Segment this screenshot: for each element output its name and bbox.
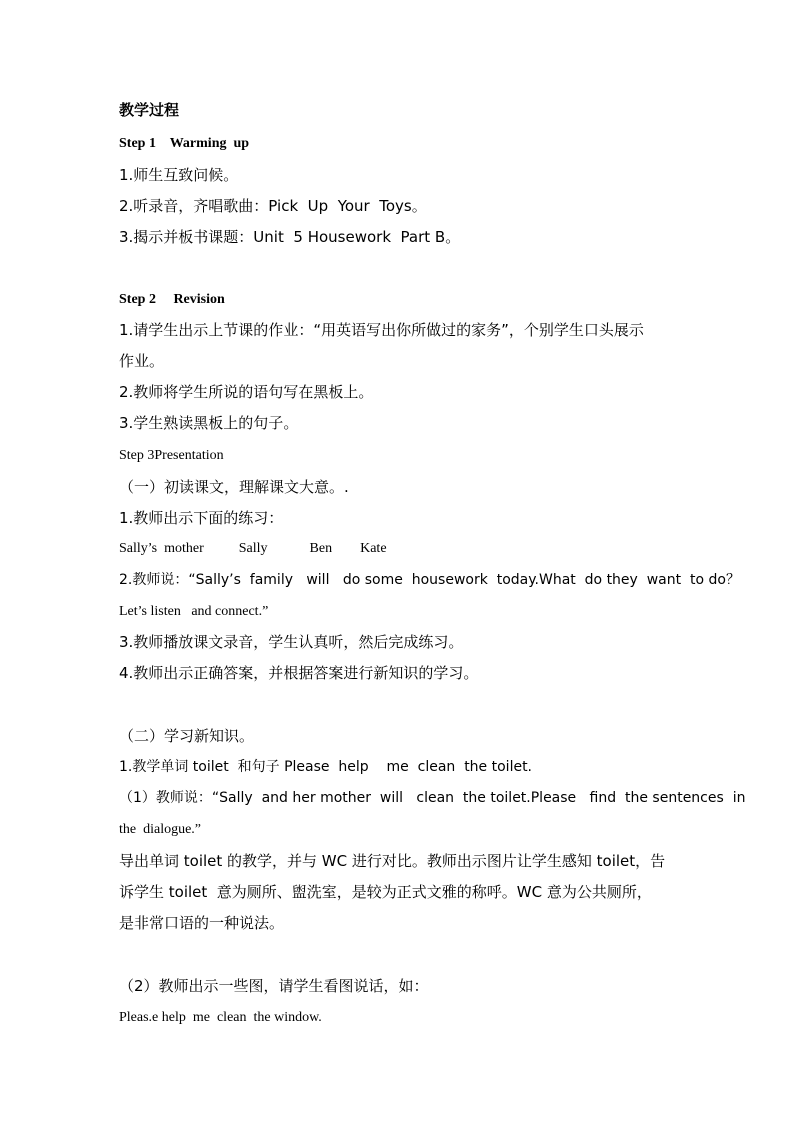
step3-item-2: 2.教师说：“Sally’s family will do some housework today.What do they want to do？ [119, 572, 740, 588]
step3-item-2-cont: Let’s listen and connect.” [119, 604, 269, 619]
step2-item-1: 1.请学生出示上节课的作业：“用英语写出你所做过的家务”，个别学生口头展示 [119, 321, 644, 339]
step2-heading: Step 2 Revision [119, 292, 225, 307]
step2-item-3: 3.学生熟读黑板上的句子。 [119, 414, 299, 432]
part2-para-line-3: 是非常口语的一种说法。 [119, 914, 285, 932]
step3-characters-row: Sally’s mother Sally Ben Kate [119, 541, 387, 556]
page-title: 教学过程 [119, 101, 180, 119]
step1-heading: Step 1 Warming up [119, 136, 250, 151]
part2-item-1-1: （1）教师说：“Sally and her mother will clean the toilet.Please find the sentences in [119, 790, 746, 806]
part2-para-line-2: 诉学生 toilet 意为厕所、盥洗室，是较为正式文雅的称呼。WC 意为公共厕所， [119, 883, 652, 901]
step3-item-4: 4.教师出示正确答案，并根据答案进行新知识的学习。 [119, 664, 479, 682]
part2-example: Pleas.e help me clean the window. [119, 1010, 322, 1025]
step2-item-2: 2.教师将学生所说的语句写在黑板上。 [119, 383, 374, 401]
step1-item-2: 2.听录音，齐唱歌曲：Pick Up Your Toys。 [119, 197, 427, 215]
step3-part2-title: （二）学习新知识。 [119, 727, 255, 745]
step3-part1-title: （一）初读课文，理解课文大意。. [119, 478, 349, 496]
part2-item-1: 1.教学单词 toilet 和句子 Please help me clean the toilet. [119, 759, 533, 775]
part2-item-1-1-cont: the dialogue.” [119, 822, 202, 837]
step3-item-1: 1.教师出示下面的练习： [119, 509, 284, 527]
step1-item-1: 1.师生互致问候。 [119, 166, 239, 184]
step3-item-3: 3.教师播放课文录音，学生认真听，然后完成练习。 [119, 633, 464, 651]
step2-item-1-cont: 作业。 [119, 352, 165, 370]
part2-item-2: （2）教师出示一些图，请学生看图说话，如： [119, 977, 429, 995]
step1-item-3: 3.揭示并板书课题：Unit 5 Housework Part B。 [119, 228, 461, 246]
step3-heading: Step 3Presentation [119, 448, 224, 463]
part2-para-line-1: 导出单词 toilet 的教学，并与 WC 进行对比。教师出示图片让学生感知 toilet，告 [119, 852, 666, 870]
